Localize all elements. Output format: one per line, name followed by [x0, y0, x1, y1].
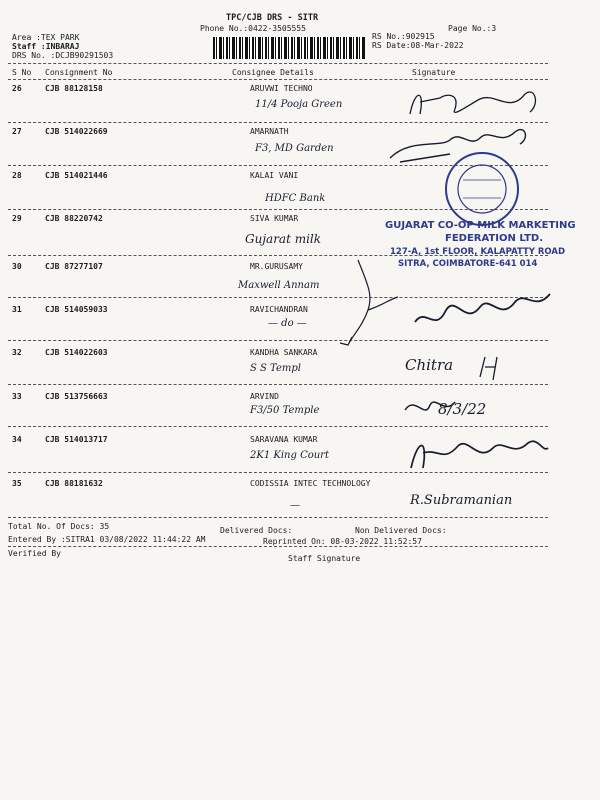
row-consignment-no: CJB 88181632	[45, 479, 103, 488]
row-consignee: ARVIND	[250, 392, 279, 401]
staff-label: Staff :INBARAJ	[12, 42, 80, 51]
row-consignee: CODISSIA INTEC TECHNOLOGY	[250, 479, 371, 488]
col-consignee: Consignee Details	[232, 68, 314, 77]
signature-34	[403, 428, 553, 478]
row-handwritten-address: 2K1 King Court	[250, 450, 329, 461]
row-sno: 33	[12, 392, 22, 401]
row-consignee: SARAVANA KUMAR	[250, 435, 318, 444]
row-consignment-no: CJB 514022669	[45, 127, 108, 136]
signature-27	[380, 118, 540, 170]
row-sno: 34	[12, 435, 22, 444]
row-handwritten-address: Gujarat milk	[245, 232, 322, 246]
reprinted-on: Reprinted On: 08-03-2022 11:52:57	[263, 537, 422, 546]
area-label: Area :TEX PARK	[12, 33, 80, 42]
row-consignee: RAVICHANDRAN	[250, 305, 308, 314]
row-consignee: MR.GURUSAMY	[250, 262, 303, 271]
signature-32: Chitra	[405, 356, 454, 374]
row-sno: 26	[12, 84, 22, 93]
row-consignment-no: CJB 87277107	[45, 262, 103, 271]
rs-number: RS No.:902915	[372, 32, 435, 41]
col-consignment: Consignment No	[45, 68, 113, 77]
row-sno: 29	[12, 214, 22, 223]
row-divider	[8, 517, 548, 518]
entered-by: Entered By :SITRA1 03/08/2022 11:44:22 AM	[8, 535, 206, 544]
signature-29-arrow	[328, 255, 408, 355]
stamp-line-1: GUJARAT CO-OP MILK MARKETING	[385, 220, 576, 231]
columns-divider	[8, 79, 548, 80]
row-handwritten-address: F3, MD Garden	[255, 143, 334, 154]
col-sno: S No	[12, 68, 32, 77]
stamp-line-4: SITRA, COIMBATORE-641 014	[398, 259, 538, 269]
drs-number: DRS No. :DCJB90291503	[12, 51, 114, 60]
non-delivered-docs: Non Delivered Docs:	[355, 526, 447, 535]
row-consignment-no: CJB 88128158	[45, 84, 103, 93]
row-sno: 27	[12, 127, 22, 136]
row-handwritten-address: HDFC Bank	[265, 193, 326, 204]
row-sno: 32	[12, 348, 22, 357]
row-consignment-no: CJB 514059033	[45, 305, 108, 314]
verified-by: Verified By	[8, 549, 61, 558]
signature-32-mark	[475, 352, 515, 382]
rs-date: RS Date:08-Mar-2022	[372, 41, 464, 50]
row-consignee: ARUVWI TECHNO	[250, 84, 313, 93]
row-handwritten-address: F3/50 Temple	[250, 405, 320, 416]
page-number: Page No.:3	[448, 24, 497, 33]
row-handwritten-address: —	[290, 500, 300, 511]
row-consignee: KANDHA SANKARA	[250, 348, 318, 357]
row-sno: 30	[12, 262, 22, 271]
header-divider	[8, 63, 548, 64]
row-consignment-no: CJB 513756663	[45, 392, 108, 401]
signature-33-date: 8/3/22	[438, 400, 487, 418]
signature-35: R.Subramanian	[410, 493, 513, 508]
footer-divider	[8, 546, 548, 547]
stamp-line-3: 127-A, 1st FLOOR, KALAPATTY ROAD	[390, 247, 566, 257]
row-consignee: KALAI VANI	[250, 171, 299, 180]
delivered-docs: Delivered Docs:	[220, 526, 293, 535]
row-handwritten-address: — do —	[268, 318, 307, 329]
signature-31	[405, 282, 560, 342]
row-handwritten-address: 11/4 Pooja Green	[255, 99, 343, 110]
row-consignment-no: CJB 514013717	[45, 435, 108, 444]
row-consignee: SIVA KUMAR	[250, 214, 299, 223]
row-consignee: AMARNATH	[250, 127, 289, 136]
row-sno: 31	[12, 305, 22, 314]
col-signature: Signature	[412, 68, 456, 77]
row-consignment-no: CJB 514021446	[45, 171, 108, 180]
row-consignment-no: CJB 514022603	[45, 348, 108, 357]
report-title: TPC/CJB DRS - SITR	[226, 13, 319, 23]
total-docs: Total No. Of Docs: 35	[8, 522, 110, 531]
row-divider	[8, 384, 548, 385]
row-consignment-no: CJB 88220742	[45, 214, 103, 223]
stamp-line-2: FEDERATION LTD.	[445, 233, 543, 244]
row-handwritten-address: S S Templ	[250, 363, 301, 374]
row-divider	[8, 426, 548, 427]
row-sno: 35	[12, 479, 22, 488]
row-sno: 28	[12, 171, 22, 180]
staff-signature-label: Staff Signature	[288, 554, 361, 563]
barcode	[213, 37, 365, 59]
row-handwritten-address: Maxwell Annam	[238, 280, 320, 291]
phone-number: Phone No.:0422-3505555	[200, 24, 306, 33]
